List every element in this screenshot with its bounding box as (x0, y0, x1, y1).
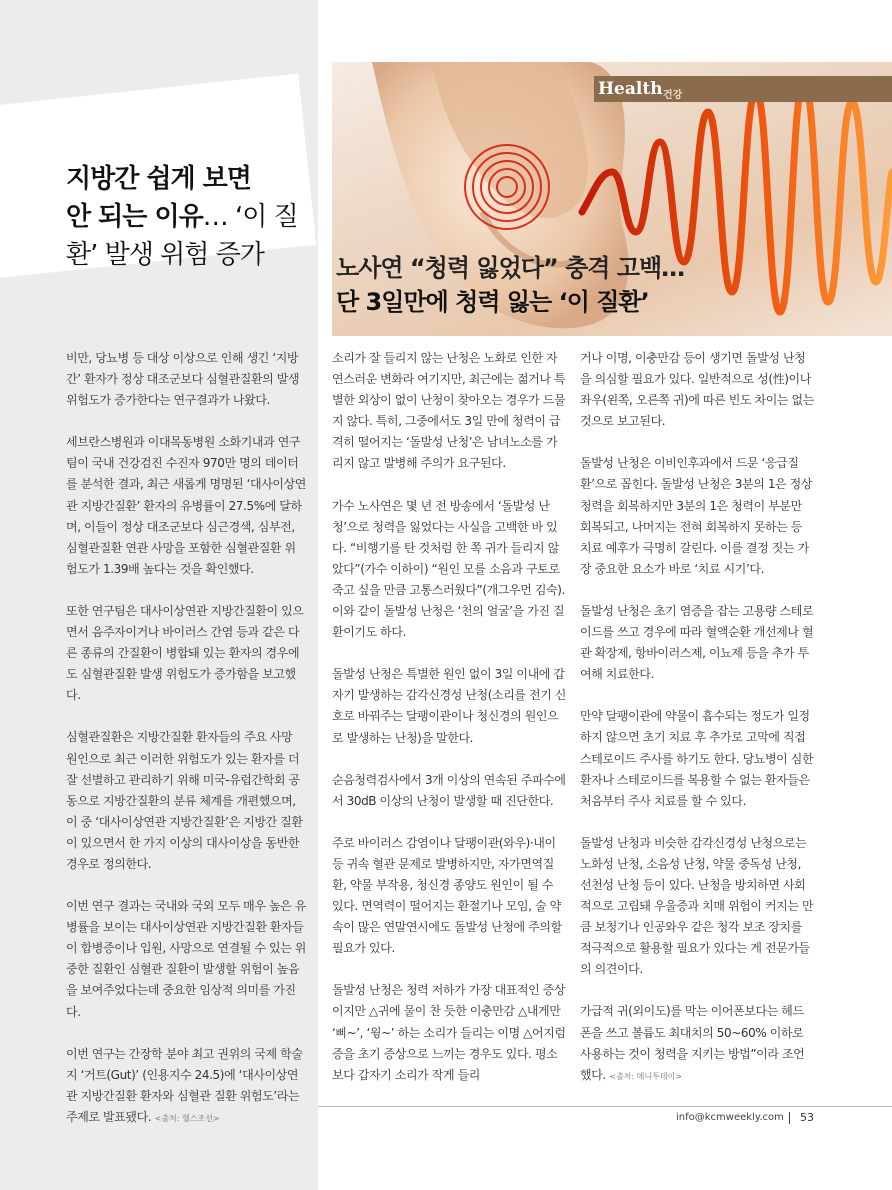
paragraph: 소리가 잘 들리지 않는 난청은 노화로 인한 자연스러운 변화라 여기지만, 최근에는 젊거나 특별한 외상이 없이 난청이 찾아오는 경우가 드물지 않다. 특히, 그중에서도 3일 만에 청력이 급격히 떨어지는 ‘돌발성 난청’은 남녀노소를 가리지 않고 발병해 주의가 요구된다. (332, 351, 566, 471)
footer-email: info@kcmweekly.com (676, 1112, 784, 1123)
source-credit: <출처: 메니투데이> (609, 1071, 682, 1081)
paragraph: 돌발성 난청은 특별한 원인 없이 3일 이내에 갑자기 발생하는 감각신경성 난청(소리를 전기 신호로 바꿔주는 달팽이관이나 청신경의 원인으로 발생하는 난청)을 말한다. (332, 667, 567, 745)
paragraph: 거나 이명, 이충만감 등이 생기면 돌발성 난청을 의심할 필요가 있다. 일반적으로 성(性)이나 좌우(왼쪽, 오른쪽 귀)에 따른 빈도 차이는 없는 것으로 보고된다. (580, 351, 814, 429)
paragraph: 이번 연구 결과는 국내와 국외 모두 매우 높은 유병률을 보이는 대사이상연관 지방간질환 환자들이 합병증이나 입원, 사망으로 연결될 수 있는 위중한 질환인 심혈관 질환이 발생할 위험이 높음을 보여주었다는데 중요한 임상적 의미를 가진다. (66, 899, 306, 1019)
paragraph: 돌발성 난청은 청력 저하가 가장 대표적인 증상이지만 △귀에 물이 찬 듯한 이충만감 △내게만 ‘삐~’, ‘윙~’ 하는 소리가 들리는 이명 △어지럼증을 초기 증상으로 느끼는 경우도 있다. 평소보다 갑자기 소리가 작게 들리 (332, 983, 566, 1082)
main-headline-line1: 노사연 “청력 잃었다” 충격 고백… (336, 254, 685, 282)
paragraph: 가수 노사연은 몇 년 전 방송에서 ‘돌발성 난청’으로 청력을 잃었다는 사실을 고백한 바 있다. “비행기를 탄 것처럼 한 쪽 귀가 들리지 않았다”(가수 이하이) “원인 모를 소음과 구토로 죽고 싶을 만큼 고통스러웠다”(개그우먼 김숙). 이와 같이 돌발성 난청은 ‘천의 얼굴’을 가진 질환이기도 하다. (332, 498, 565, 640)
paragraph: 또한 연구팀은 대사이상연관 지방간질환이 있으면서 음주자이거나 바이러스 간염 등과 같은 다른 종류의 간질환이 병합돼 있는 환자의 경우에도 심혈관질환 발생 위험도가 증가함을 보고했다. (66, 603, 304, 703)
section-tag-english: Health (598, 79, 663, 99)
paragraph-text: 가급적 귀(외이도)를 막는 이어폰보다는 헤드폰을 쓰고 볼륨도 최대치의 50~60% 이하로 사용하는 것이 청력을 지키는 방법”이라 조언했다. (580, 1004, 805, 1082)
paragraph: 돌발성 난청은 초기 염증을 잡는 고용량 스테로이드를 쓰고 경우에 따라 혈액순환 개선제나 혈관 확장제, 항바이러스제, 이뇨제 등을 추가 투여해 치료한다. (580, 603, 814, 682)
paragraph-text: 이번 연구는 간장학 분야 최고 권위의 국제 학술지 ‘거트(Gut)’ (인용지수 24.5)에 ‘대사이상연관 지방간질환 환자와 심혈관 질환 위험도’라는 주제로 발표됐다. (66, 1046, 303, 1124)
column-2 (332, 348, 566, 1107)
footer-divider (318, 1106, 892, 1107)
paragraph: 돌발성 난청은 이비인후과에서 드문 ‘응급질환’으로 꼽힌다. 돌발성 난청은 3분의 1은 정상 청력을 회복하지만 3분의 1은 청력이 부분만 회복되고, 나머지는 전혀 회복하지 못하는 등 치료 예후가 극명히 갈린다. 이를 결정 짓는 가장 중요한 요소가 바로 ‘치료 시기’다. (580, 456, 813, 576)
left-title-line2-bold: 안 되는 이유 (66, 202, 203, 232)
paragraph: 비만, 당뇨병 등 대상 이상으로 인해 생긴 ‘지방간’ 환자가 정상 대조군보다 심혈관질환의 발생 위험도가 증가한다는 연구결과가 나왔다. (66, 351, 300, 408)
paragraph-last (66, 1044, 306, 1129)
column-1 (66, 348, 306, 1150)
left-title-line1: 지방간 쉽게 보면 (66, 164, 251, 194)
paragraph-last (580, 1001, 814, 1086)
left-title-line2-rest: … ‘이 질 (202, 202, 298, 232)
section-tag-korean: 건강 (663, 90, 683, 101)
paragraph: 주로 바이러스 감염이나 달팽이관(와우)·내이 등 귀속 혈관 문제로 발병하지만, 자가면역질환, 약물 부작용, 청신경 종양도 원인이 될 수 있다. 면역력이 떨어지는 환절기나 모임, 술 약속이 많은 연말연시에도 돌발성 난청에 주의할 필요가 있다. (332, 835, 562, 956)
page-number: 53 (800, 1111, 814, 1124)
main-headline-line2: 단 3일만에 청력 잃는 ‘이 질환’ (336, 288, 649, 316)
paragraph: 심혈관질환은 지방간질환 환자들의 주요 사망 원인으로 최근 이러한 위험도가 있는 환자를 더 잘 선별하고 관리하기 위해 미국-유럽간학회 공동으로 지방간질환의 분류 체계를 개편했으며, 이 중 ‘대사이상연관 지방간질환’은 지방간 질환이 있으면서 한 가지 이상의 대사이상을 동반한 경우로 정의한다. (66, 730, 303, 871)
paragraph: 돌발성 난청과 비슷한 감각신경성 난청으로는 노화성 난청, 소음성 난청, 약물 중독성 난청, 선천성 난청 등이 있다. 난청을 방치하면 사회적으로 고립돼 우울증과 치매 위험이 커지는 만큼 보청기나 인공와우 같은 청각 보조 장치를 적극적으로 활용할 필요가 있다는 게 전문가들의 의견이다. (580, 835, 814, 977)
paragraph: 순음청력검사에서 3개 이상의 연속된 주파수에서 30dB 이상의 난청이 발생할 때 진단한다. (332, 772, 566, 808)
left-title-line3: 환’ 발생 위험 증가 (66, 240, 264, 270)
left-article-title (66, 160, 316, 274)
column-3 (580, 348, 814, 1108)
footer-separator (789, 1112, 790, 1124)
source-credit: <출처: 헬스조선> (154, 1113, 220, 1123)
paragraph: 만약 달팽이관에 약물이 흡수되는 정도가 일정하지 않으면 초기 치료 후 추가로 고막에 직접 스테로이드 주사를 하기도 한다. 당뇨병이 심한 환자나 스테로이드를 복용할 수 없는 환자들은 처음부터 주사 치료를 할 수 있다. (580, 709, 814, 808)
paragraph: 세브란스병원과 이대목동병원 소화기내과 연구팀이 국내 건강검진 수진자 970만 명의 데이터를 분석한 결과, 최근 새롭게 명명된 ‘대사이상연관 지방간질환’ 환자의 유병률이 27.5%에 달하며, 이들이 정상 대조군보다 심근경색, 심부전, 심혈관질환 연관 사망을 포함한 심혈관질환 위험도가 1.39배 높다는 것을 확인했다. (66, 435, 306, 576)
